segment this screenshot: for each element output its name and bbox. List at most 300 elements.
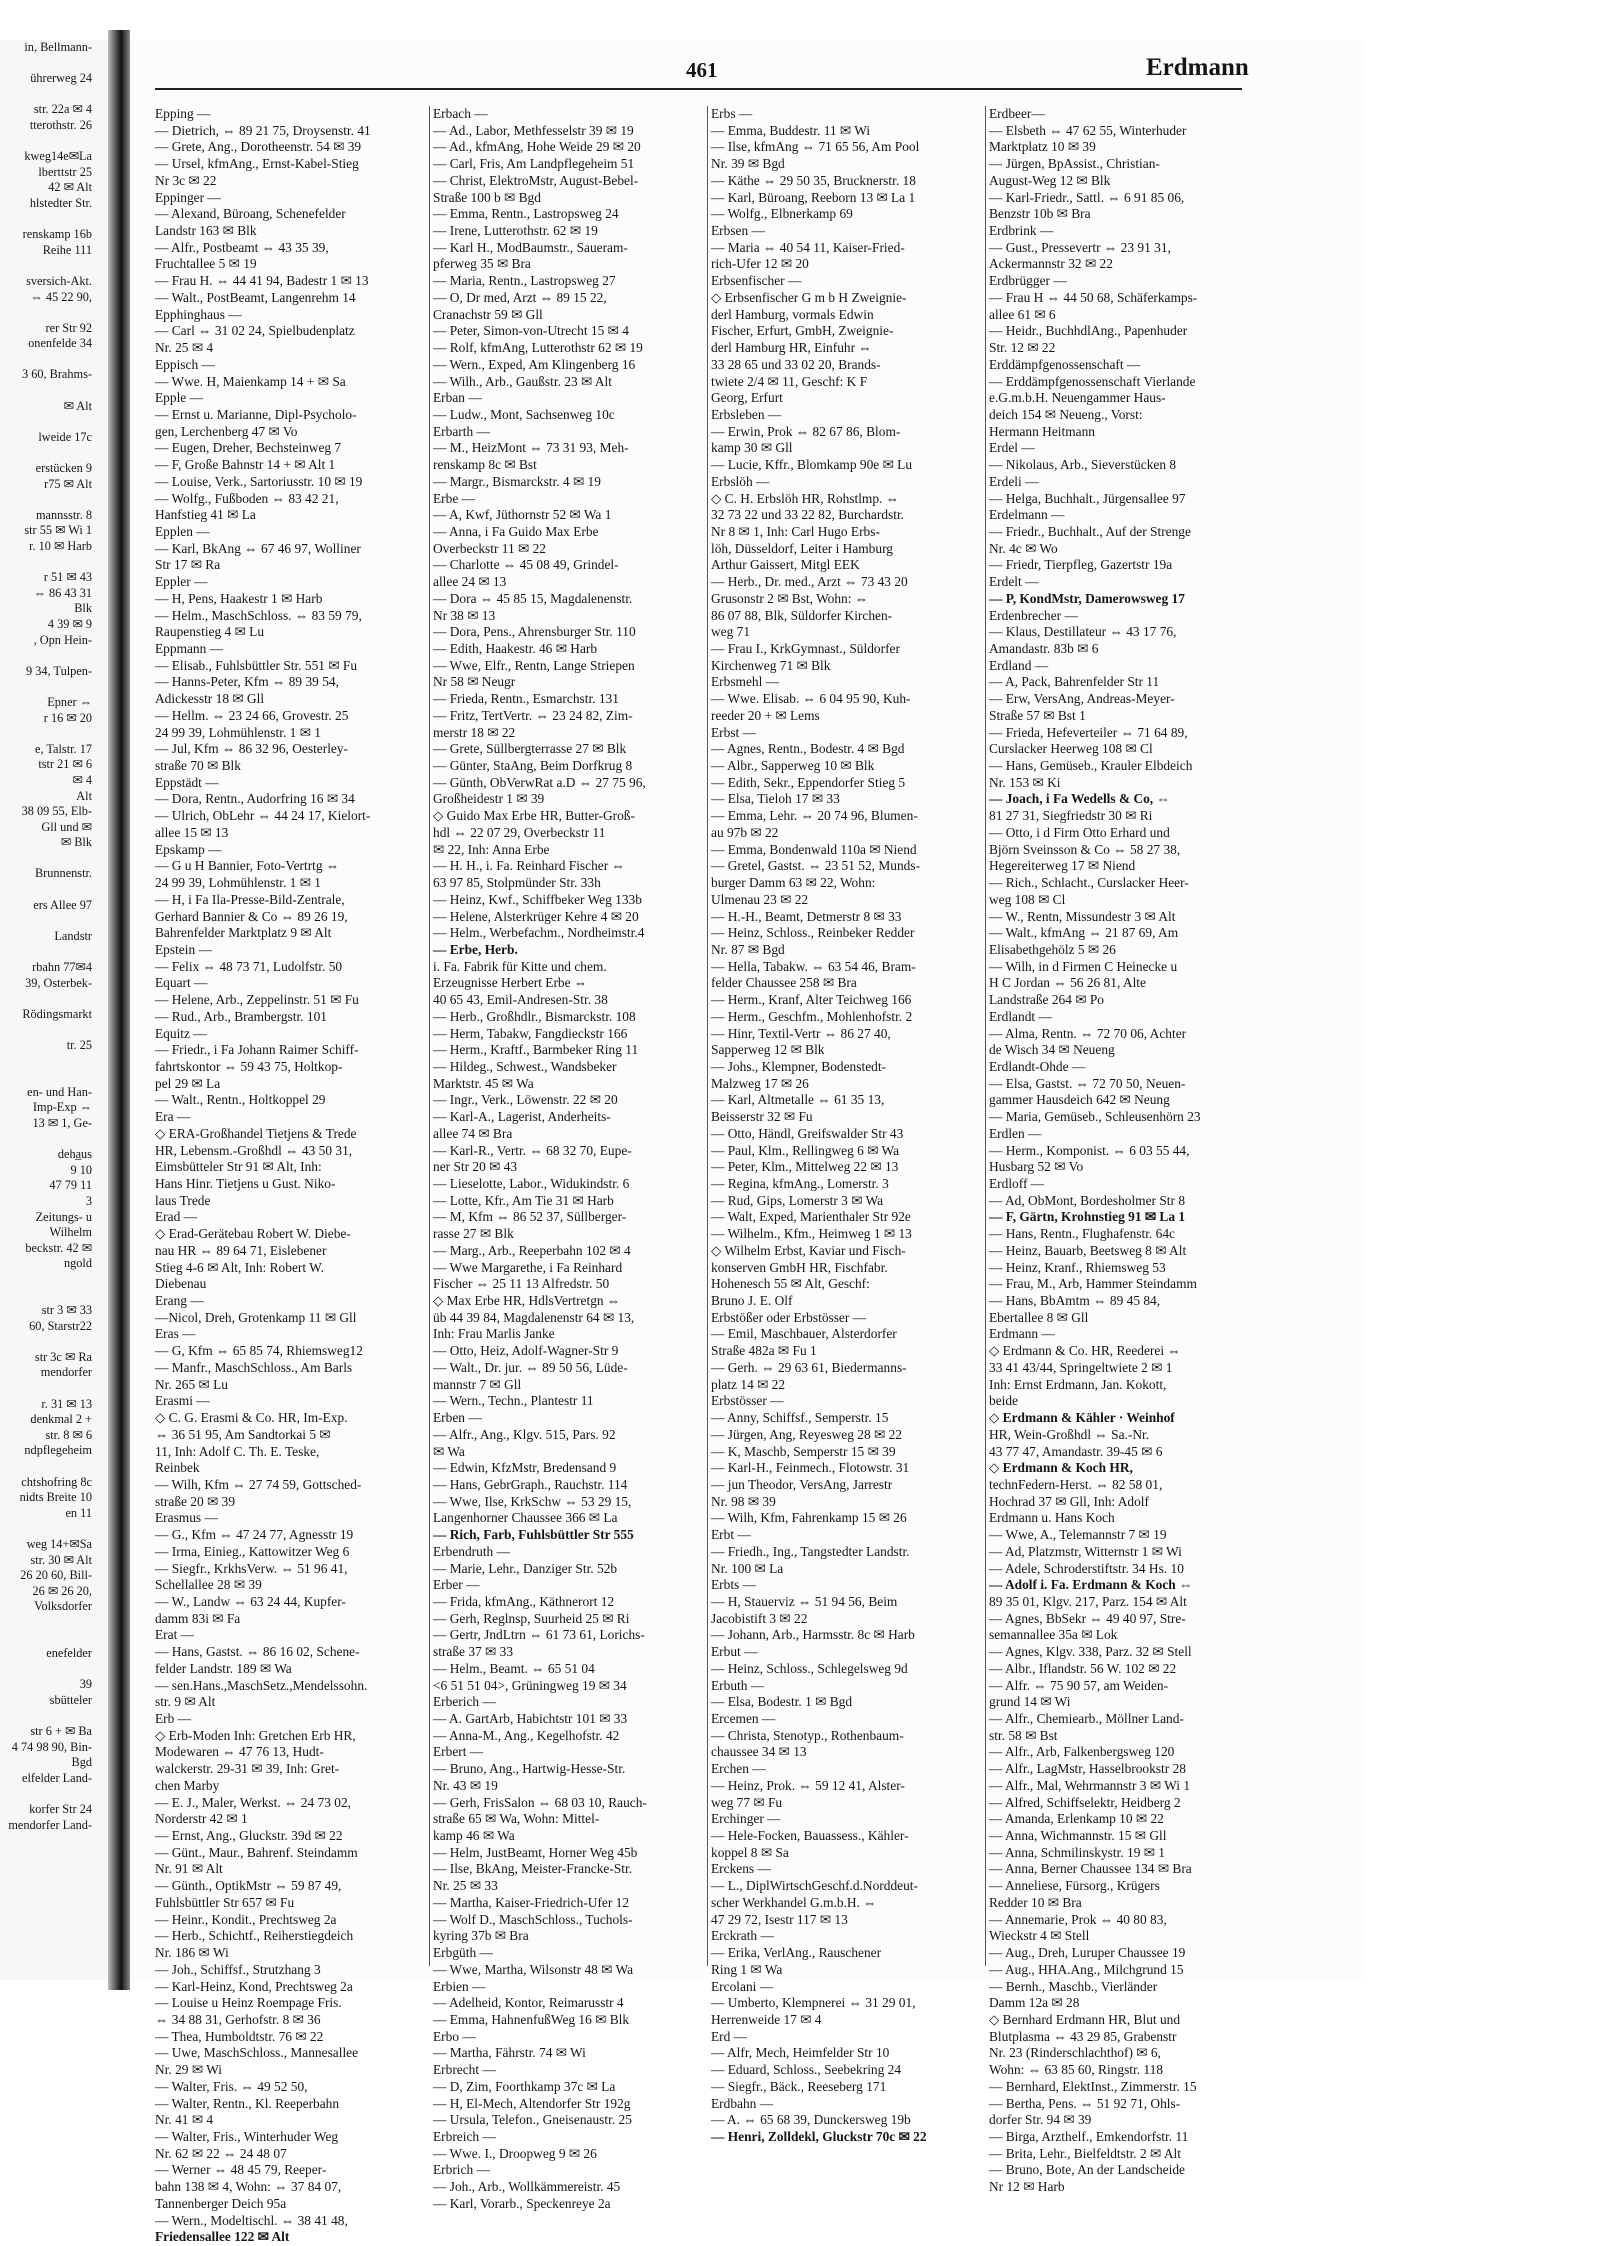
entry-line: Erbsmehl —: [711, 674, 780, 690]
previous-page-fragment: 42 ✉ Alt: [48, 180, 92, 195]
entry-line: — Karl-H., Feinmech., Flotowstr. 31: [711, 1460, 910, 1476]
entry-line: — Alfr., Mal, Wehrmannstr 3 ✉ Wi 1: [989, 1777, 1191, 1793]
entry-line: bahn 138 ✉ 4, Wohn: ⇔ 37 84 07,: [155, 2179, 342, 2195]
entry-line: Hegereiterweg 17 ✉ Niend: [989, 858, 1136, 874]
entry-line: Erbrecht —: [433, 2062, 496, 2078]
entry-line: — Rud, Gips, Lomerstr 3 ✉ Wa: [711, 1192, 884, 1208]
previous-page-fragment: Bgd: [71, 1755, 92, 1770]
entry-line: Erbstößer oder Erbstösser —: [711, 1309, 867, 1325]
previous-page-fragment: ührerweg 24: [30, 71, 92, 86]
previous-page-fragment: ⇔ 86 43 31: [33, 585, 92, 600]
entry-line: Reinbek: [155, 1460, 200, 1476]
entry-line: ✉ Wa: [433, 1443, 465, 1459]
entry-line: — Wwe, Martha, Wilsonstr 48 ✉ Wa: [433, 1961, 634, 1977]
entry-line: — Karl-A., Lagerist, Anderheits-: [433, 1109, 611, 1125]
entry-line: Erchen —: [711, 1761, 766, 1777]
entry-line: Nr. 100 ✉ La: [711, 1560, 784, 1576]
entry-line: — Erwin, Prok ⇔ 82 67 86, Blom-: [711, 423, 901, 439]
entry-line: — Ernst u. Marianne, Dipl-Psycholo-: [155, 406, 357, 422]
entry-line: — Gerh, FrisSalon ⇔ 68 03 10, Rauch-: [433, 1794, 647, 1810]
entry-line: — Karl-Friedr., Sattl. ⇔ 6 91 85 06,: [989, 189, 1185, 205]
column-divider: [707, 106, 708, 1966]
entry-line: — Wern., Exped, Am Klingenberg 16: [433, 356, 636, 372]
previous-page-fragment: e, Talstr. 17: [35, 741, 92, 756]
entry-line: — Maria, Rentn., Lastropsweg 27: [433, 273, 616, 289]
entry-line: Erasmus —: [155, 1510, 218, 1526]
entry-line: — Heinz, Schloss., Schlegelsweg 9d: [711, 1660, 908, 1676]
entry-line: — Henri, Zolldekl, Gluckstr 70c ✉ 22: [711, 2128, 927, 2144]
entry-line: — Herb., Großhdlr., Bismarckstr. 108: [433, 1008, 636, 1024]
entry-line: — Heinz, Kranf., Rhiemsweg 53: [989, 1259, 1166, 1275]
entry-line: — Alfr, Mech, Heimfelder Str 10: [711, 2045, 890, 2061]
entry-line: — Walter, Fris. ⇔ 49 52 50,: [155, 2078, 308, 2094]
entry-line: — Walt, Exped, Marienthaler Str 92e: [711, 1209, 911, 1225]
previous-page-fragment: [0, 56, 108, 72]
previous-page-fragment: Zeitungs- u: [35, 1209, 92, 1224]
entry-line: — G, Kfm ⇔ 65 85 74, Rhiemsweg12: [155, 1343, 363, 1359]
entry-line: Hermann Heitmann: [989, 423, 1095, 439]
entry-line: — Alfr., Postbeamt ⇔ 43 35 39,: [155, 239, 329, 255]
entry-line: — Christ, ElektroMstr, August-Bebel-: [433, 172, 639, 188]
entry-line: — F, Gärtn, Krohnstieg 91 ✉ La 1: [989, 1209, 1186, 1225]
entry-line: — Felix ⇔ 48 73 71, Ludolfstr. 50: [155, 958, 343, 974]
entry-line: Nr. 186 ✉ Wi: [155, 1945, 229, 1961]
previous-page-fragment: [0, 882, 108, 898]
entry-line: Landstr 163 ✉ Blk: [155, 223, 257, 239]
entry-line: Erbendruth —: [433, 1543, 510, 1559]
previous-page-fragment: [0, 1069, 108, 1085]
entry-line: Erdbrügger —: [989, 273, 1067, 289]
entry-line: — Ursel, kfmAng., Ernst-Kabel-Stieg: [155, 156, 359, 172]
previous-page-fragment: [0, 726, 108, 742]
previous-page-fragment: str 55 ✉ Wi 1: [24, 523, 92, 538]
entry-line: H C Jordan ⇔ 56 26 81, Alte: [989, 975, 1146, 991]
previous-page-fragment: [0, 87, 108, 103]
entry-line: — sen.Hans.,MaschSetz.,Mendelssohn.: [155, 1677, 368, 1693]
entry-line: — Regina, kfmAng., Lomerstr. 3: [711, 1176, 889, 1191]
previous-page-fragment: 26 ✉ 26 20,: [32, 1583, 92, 1598]
previous-page-fragment: 39, Osterbek-: [25, 975, 92, 990]
entry-line: Raupenstieg 4 ✉ Lu: [155, 624, 265, 640]
entry-line: — Erbe, Herb.: [433, 941, 518, 957]
entry-line: allee 24 ✉ 13: [433, 574, 507, 590]
entry-line: — H, i Fa Ila-Presse-Bild-Zentrale,: [155, 891, 345, 907]
entry-line: — Gertr, JndLtrn ⇔ 61 73 61, Lorichs-: [433, 1627, 645, 1643]
entry-line: — Ad, ObMont, Bordesholmer Str 8: [989, 1192, 1186, 1208]
entry-line: Erdbeer—: [989, 106, 1045, 121]
entry-line: — Alfr., Ang., Klgv. 515, Pars. 92: [433, 1426, 616, 1442]
entry-line: straße 20 ✉ 39: [155, 1493, 236, 1509]
entry-line: Erdloff —: [989, 1176, 1045, 1191]
entry-line: Erbach —: [433, 106, 488, 121]
entry-line: — Umberto, Klempnerei ⇔ 31 29 01,: [711, 1995, 916, 2011]
entry-line: — O, Dr med, Arzt ⇔ 89 15 22,: [433, 289, 607, 305]
entry-line: — Gerh, Reglnsp, Suurheid 25 ✉ Ri: [433, 1610, 630, 1626]
entry-line: pel 29 ✉ La: [155, 1075, 221, 1091]
entry-line: — Elsbeth ⇔ 47 62 55, Winterhuder: [989, 122, 1187, 138]
entry-line: Eppinger —: [155, 189, 221, 205]
entry-line: — Dietrich, ⇔ 89 21 75, Droysenstr. 41: [155, 122, 371, 138]
entry-line: Erben —: [433, 1410, 482, 1426]
entry-line: — Hella, Tabakw. ⇔ 63 54 46, Bram-: [711, 958, 916, 974]
entry-line: straße 70 ✉ Blk: [155, 758, 241, 774]
entry-line: reeder 20 + ✉ Lems: [711, 707, 820, 723]
entry-line: — F, Große Bahnstr 14 + ✉ Alt 1: [155, 457, 336, 473]
entry-line: — Walter, Fris., Winterhuder Weg: [155, 2128, 339, 2144]
previous-page-fragment: ✉ 4: [72, 772, 92, 787]
entry-line: — Erw, VersAng, Andreas-Meyer-: [989, 691, 1175, 707]
entry-line: — Johs., Klempner, Bodenstedt-: [711, 1058, 887, 1074]
entry-line: — Herm., Komponist. ⇔ 6 03 55 44,: [989, 1142, 1190, 1158]
entry-line: — Anna, Schmilinskystr. 19 ✉ 1: [989, 1844, 1166, 1860]
entry-line: — Alfr., LagMstr, Hasselbrookstr 28: [989, 1761, 1186, 1777]
previous-page-fragment: [0, 1334, 108, 1350]
entry-line: — Joh., Schiffsf., Strutzhang 3: [155, 1961, 321, 1977]
entry-line: Epping —: [155, 106, 211, 121]
previous-page-fragment: 3: [85, 1193, 92, 1208]
entry-line: Damm 12a ✉ 28: [989, 1995, 1080, 2011]
column-4: [989, 106, 1259, 2195]
entry-line: — Ad., kfmAng, Hohe Weide 29 ✉ 20: [433, 139, 641, 155]
entry-line: walckerstr. 29-31 ✉ 39, Inh: Gret-: [155, 1761, 340, 1777]
entry-line: straße 37 ✉ 33: [433, 1644, 514, 1660]
entry-line: — Frau, M., Arb, Hammer Steindamm: [989, 1276, 1197, 1292]
entry-line: Epstein —: [155, 941, 212, 957]
previous-page-fragment: hlstedter Str.: [29, 195, 92, 210]
entry-line: — Ad., Labor, Methfesselstr 39 ✉ 19: [433, 122, 634, 138]
entry-line: — Siegfr., Bäck., Reeseberg 171: [711, 2078, 887, 2094]
previous-page-fragment: ✉ Alt: [63, 398, 92, 413]
previous-page-fragment: ers Allee 97: [33, 897, 92, 912]
previous-page-fragment: rbahn 77✉4: [32, 960, 92, 975]
entry-line: — Wwe. H, Maienkamp 14 + ✉ Sa: [155, 373, 346, 389]
previous-page-fragment: str. 30 ✉ Alt: [30, 1552, 92, 1567]
entry-line: Erckrath —: [711, 1928, 774, 1944]
entry-line: Georg, Erfurt: [711, 390, 783, 406]
entry-line: — Wolfg., Fußboden ⇔ 83 42 21,: [155, 490, 339, 506]
entry-line: chen Marby: [155, 1777, 220, 1793]
entry-line: — Ingr., Verk., Löwenstr. 22 ✉ 20: [433, 1092, 618, 1108]
entry-line: Erbe —: [433, 490, 476, 506]
entry-line: Erdeli —: [989, 473, 1039, 489]
entry-line: laus Trede: [155, 1192, 211, 1208]
entry-line: — Anna-M., Ang., Kegelhofstr. 42: [433, 1727, 620, 1743]
entry-line: — Helene, Arb., Zeppelinstr. 51 ✉ Fu: [155, 992, 359, 1008]
entry-line: Epple —: [155, 390, 203, 406]
entry-line: — Jürgen, Ang, Reyesweg 28 ✉ 22: [711, 1426, 902, 1442]
entry-line: Eppstädt —: [155, 774, 219, 790]
entry-line: üb 44 39 84, Magdalenenstr 64 ✉ 13,: [433, 1309, 635, 1325]
entry-line: Fruchtallee 5 ✉ 19: [155, 256, 257, 272]
entry-line: nau HR ⇔ 89 64 71, Eislebener: [155, 1242, 327, 1258]
entry-line: — Käthe ⇔ 29 50 35, Brucknerstr. 18: [711, 172, 916, 188]
entry-line: Erbsen —: [711, 223, 765, 239]
entry-line: ◇ Erb-Moden Inh: Gretchen Erb HR,: [155, 1727, 356, 1743]
entry-line: — Karl, BkAng ⇔ 67 46 97, Wolliner: [155, 540, 361, 556]
entry-line: — Anna, Wichmannstr. 15 ✉ Gll: [989, 1828, 1167, 1844]
entry-line: — Agnes, Rentn., Bodestr. 4 ✉ Bgd: [711, 741, 905, 757]
entry-line: — Klaus, Destillateur ⇔ 43 17 76,: [989, 624, 1177, 640]
entry-line: Erdmann —: [989, 1326, 1055, 1342]
entry-line: — Hildeg., Schwest., Wandsbeker: [433, 1058, 617, 1074]
entry-line: — A, Kwf, Jüthornstr 52 ✉ Wa 1: [433, 507, 612, 523]
previous-page-fragment: [0, 944, 108, 960]
entry-line: fahrtskontor ⇔ 59 43 75, Holtkop-: [155, 1058, 343, 1074]
entry-line: — Louise u Heinz Roempage Fris.: [155, 1995, 342, 2011]
entry-line: — D, Zim, Foorthkamp 37c ✉ La: [433, 2078, 616, 2094]
entry-line: felder Landstr. 189 ✉ Wa: [155, 1660, 292, 1676]
entry-line: — Bernh., Maschb., Vierländer: [989, 1978, 1158, 1994]
entry-line: — Gretel, Gastst. ⇔ 23 51 52, Munds-: [711, 858, 921, 874]
entry-line: — Charlotte ⇔ 45 08 49, Grindel-: [433, 557, 619, 573]
entry-line: Erdbahn —: [711, 2095, 774, 2111]
entry-line: — Ernst, Ang., Gluckstr. 39d ✉ 22: [155, 1828, 343, 1844]
entry-line: Nr. 25 ✉ 4: [155, 340, 214, 356]
entry-line: — Emma, Buddestr. 11 ✉ Wi: [711, 122, 871, 138]
entry-line: Eppler —: [155, 574, 208, 590]
entry-line: — A. ⇔ 65 68 39, Dunckersweg 19b: [711, 2112, 911, 2128]
previous-page-fragment: , Opn Hein-: [33, 632, 92, 647]
entry-line: Epskamp —: [155, 841, 222, 857]
entry-line: allee 74 ✉ Bra: [433, 1125, 513, 1141]
entry-line: — Herb., Dr. med., Arzt ⇔ 73 43 20: [711, 574, 908, 590]
entry-line: — Maria ⇔ 40 54 11, Kaiser-Fried-: [711, 239, 905, 255]
entry-line: ◇ ERA-Großhandel Tietjens & Trede: [155, 1125, 357, 1141]
column-divider: [985, 106, 986, 1966]
entry-line: de Wisch 34 ✉ Neueng: [989, 1042, 1115, 1058]
entry-line: allee 61 ✉ 6: [989, 306, 1056, 322]
entry-line: — Bruno, Bote, An der Landscheide: [989, 2162, 1185, 2178]
entry-line: Erat —: [155, 1627, 195, 1643]
entry-line: Hans Hinr. Tietjens u Gust. Niko-: [155, 1176, 336, 1191]
entry-line: straße 65 ✉ Wa, Wohn: Mittel-: [433, 1811, 600, 1827]
entry-line: — jun Theodor, VersAng, Jarrestr: [711, 1476, 893, 1492]
entry-line: technFedern-Herst. ⇔ 82 58 01,: [989, 1476, 1163, 1492]
entry-line: — Herb., Schichtf., Reiherstiegdeich: [155, 1928, 354, 1944]
entry-line: Erbsenfischer —: [711, 273, 802, 289]
entry-line: Gerhard Bannier & Co ⇔ 89 26 19,: [155, 908, 348, 924]
previous-page-fragment: Gll und ✉: [41, 819, 92, 834]
entry-line: Nr. 25 ✉ 33: [433, 1878, 498, 1894]
entry-line: 89 35 01, Klgv. 217, Parz. 154 ✉ Alt: [989, 1593, 1187, 1609]
entry-line: — Erddämpfgenossenschaft Vierlande: [989, 373, 1196, 389]
previous-page-fragment: [0, 445, 108, 461]
previous-page-fragment: 9 34, Tulpen-: [26, 663, 92, 678]
entry-line: löh, Düsseldorf, Leiter i Hamburg: [711, 540, 893, 556]
entry-line: — Aug., HHA.Ang., Milchgrund 15: [989, 1961, 1184, 1977]
entry-line: — Friedr, Tierpfleg, Gazertstr 19a: [989, 557, 1173, 573]
entry-line: — Wilhelm., Kfm., Heimweg 1 ✉ 13: [711, 1226, 912, 1242]
book-spine: [108, 30, 130, 1990]
entry-line: ◇ Erbsenfischer G m b H Zweignie-: [711, 289, 907, 305]
previous-page-fragment: str 6 + ✉ Ba: [30, 1724, 92, 1739]
entry-line: 24 99 39, Lohmühlenstr. 1 ✉ 1: [155, 724, 321, 740]
entry-line: — Thea, Humboldtstr. 76 ✉ 22: [155, 2028, 324, 2044]
previous-page-fragment: tr. 25: [66, 1038, 92, 1052]
entry-line: — Christa, Stenotyp., Rothenbaum-: [711, 1727, 904, 1743]
entry-line: — Erika, VerlAng., Rauschener: [711, 1945, 882, 1961]
previous-page-fragment: kweg14e✉La: [24, 149, 92, 164]
entry-line: — Emil, Maschbauer, Alsterdorfer: [711, 1326, 897, 1342]
entry-line: Malzweg 17 ✉ 26: [711, 1075, 809, 1091]
entry-line: — Grete, Süllbergterrasse 27 ✉ Blk: [433, 741, 627, 757]
entry-line: ⇔ 34 88 31, Gerhofstr. 8 ✉ 36: [155, 2011, 321, 2027]
entry-line: HR, Lebensm.-Großhdl ⇔ 43 50 31,: [155, 1142, 353, 1158]
entry-line: Erberich —: [433, 1694, 496, 1710]
previous-page-fragment: mendorfer Land-: [8, 1817, 92, 1832]
entry-line: weg 71: [711, 624, 751, 640]
entry-line: — Eduard, Schloss., Seebekring 24: [711, 2062, 902, 2078]
entry-line: ⇔ 36 51 95, Am Sandtorkai 5 ✉: [155, 1426, 331, 1442]
entry-line: chaussee 34 ✉ 13: [711, 1744, 807, 1760]
entry-line: — Friedh., Ing., Tangstedter Landstr.: [711, 1543, 910, 1559]
entry-line: Nr. 87 ✉ Bgd: [711, 941, 785, 957]
entry-line: Straße 482a ✉ Fu 1: [711, 1343, 817, 1359]
entry-line: — Heinz, Schloss., Reinbeker Redder: [711, 925, 915, 941]
entry-line: Diebenau: [155, 1276, 207, 1292]
entry-line: — Joh., Arb., Wollkämmereistr. 45: [433, 2179, 621, 2195]
previous-page-fragment: rer Str 92: [45, 320, 92, 335]
entry-line: Erbut —: [711, 1644, 758, 1660]
entry-line: — A. GartArb, Habichtstr 101 ✉ 33: [433, 1711, 628, 1726]
entry-line: Erb —: [155, 1711, 192, 1726]
entry-line: — Frida, kfmAng., Käthnerort 12: [433, 1593, 615, 1609]
entry-line: Marktplatz 10 ✉ 39: [989, 139, 1096, 155]
entry-line: — Bernhard, ElektInst., Zimmerstr. 15: [989, 2078, 1197, 2094]
column-3: [711, 106, 981, 2144]
entry-line: Nr. 62 ✉ 22 ⇔ 24 48 07: [155, 2145, 287, 2161]
entry-line: — Elsa, Tieloh 17 ✉ 33: [711, 791, 840, 807]
entry-line: — Walter, Rentn., Kl. Reeperbahn: [155, 2095, 340, 2111]
entry-line: Erzeugnisse Herbert Erbe ⇔: [433, 975, 588, 991]
entry-line: Ulmenau 23 ✉ 22: [711, 891, 809, 907]
entry-line: 11, Inh: Adolf C. Th. E. Teske,: [155, 1443, 320, 1459]
entry-line: damm 83i ✉ Fa: [155, 1610, 241, 1626]
entry-line: — Otto, i d Firm Otto Erhard und: [989, 824, 1170, 840]
previous-page-fragment: 3 60, Brahms-: [21, 367, 92, 382]
entry-line: Blutplasma ⇔ 43 29 85, Grabenstr: [989, 2028, 1177, 2044]
entry-line: Erbreich —: [433, 2128, 496, 2144]
entry-line: felder Chaussee 258 ✉ Bra: [711, 975, 857, 991]
previous-page-fragment: lberttstr 25: [38, 164, 92, 179]
entry-line: Schellallee 28 ✉ 39: [155, 1577, 262, 1593]
entry-line: — Herm., Geschfm., Mohlenhofstr. 2: [711, 1008, 913, 1024]
entry-line: rich-Ufer 12 ✉ 20: [711, 256, 809, 272]
entry-line: Erdel —: [989, 440, 1035, 456]
previous-page-fragment: 4 39 ✉ 9: [47, 616, 92, 631]
entry-line: Hohenesch 55 ✉ Alt, Geschf:: [711, 1276, 870, 1292]
entry-line: — Frau I., KrkGymnast., Süldorfer: [711, 641, 900, 656]
previous-page-fragment: weg 14+✉Sa: [26, 1537, 92, 1551]
entry-line: — Paul, Klm., Rellingweg 6 ✉ Wa: [711, 1142, 900, 1158]
entry-line: deich 154 ✉ Neueng., Vorst:: [989, 406, 1143, 422]
entry-line: — Wwe, Elfr., Rentn, Lange Striepen: [433, 657, 635, 673]
previous-page-fragment: Wilhelm: [49, 1225, 92, 1240]
entry-line: — Hans, Gastst. ⇔ 86 16 02, Schene-: [155, 1644, 360, 1660]
entry-line: — Dora ⇔ 45 85 15, Magdalenenstr.: [433, 590, 633, 606]
entry-line: Jacobistift 3 ✉ 22: [711, 1610, 808, 1626]
entry-line: Bahrenfelder Marktplatz 9 ✉ Alt: [155, 925, 332, 941]
entry-line: — Emma, Bondenwald 110a ✉ Niend: [711, 841, 917, 857]
entry-line: platz 14 ✉ 22: [711, 1376, 786, 1392]
previous-page-fragment: sversich-Akt.: [26, 273, 92, 288]
entry-line: Nr 3c ✉ 22: [155, 172, 217, 188]
entry-line: Erbst —: [711, 724, 757, 740]
entry-line: — Martha, Fährstr. 74 ✉ Wi: [433, 2045, 586, 2061]
entry-line: Fischer ⇔ 25 11 13 Alfredstr. 50: [433, 1276, 610, 1292]
entry-line: Erdbrink —: [989, 223, 1054, 239]
entry-line: renskamp 8c ✉ Bst: [433, 457, 537, 473]
entry-line: merstr 18 ✉ 22: [433, 724, 516, 740]
entry-line: — Rich., Schlacht., Curslacker Heer-: [989, 875, 1189, 891]
entry-line: — Ilse, BkAng, Meister-Francke-Str.: [433, 1861, 633, 1877]
entry-line: Ebertallee 8 ✉ Gll: [989, 1309, 1089, 1325]
entry-line: Nr 12 ✉ Harb: [989, 2179, 1065, 2195]
entry-line: Benzstr 10b ✉ Bra: [989, 206, 1091, 222]
entry-line: Eimsbütteler Str 91 ✉ Alt, Inh:: [155, 1159, 322, 1175]
previous-page-fragment: Volksdorfer: [34, 1599, 92, 1614]
entry-line: kamp 30 ✉ Gll: [711, 440, 793, 456]
entry-line: — H.-H., Beamt, Detmerstr 8 ✉ 33: [711, 908, 902, 924]
entry-line: — Hellm. ⇔ 23 24 66, Grovestr. 25: [155, 707, 349, 723]
entry-line: — Amanda, Erlenkamp 10 ✉ 22: [989, 1811, 1164, 1827]
entry-line: — Heidr., BuchhdlAng., Papenhuder: [989, 323, 1188, 339]
entry-line: — Bertha, Pens. ⇔ 51 92 71, Ohls-: [989, 2095, 1181, 2111]
previous-page-fragment: [0, 991, 108, 1007]
previous-page-fragment: deha̲us: [57, 1147, 92, 1162]
entry-line: — Helene, Alsterkrüger Kehre 4 ✉ 20: [433, 908, 639, 924]
entry-line: Erdlandt-Ohde —: [989, 1058, 1086, 1074]
column-2: [433, 106, 703, 2211]
entry-line: — Rich, Farb, Fuhlsbüttler Str 555: [433, 1527, 634, 1543]
entry-line: Erdelmann —: [989, 507, 1065, 523]
entry-line: 63 97 85, Stolpmünder Str. 33h: [433, 875, 601, 891]
previous-page-fragment: [0, 492, 108, 508]
entry-line: — Günt., Maur., Bahrenf. Steindamm: [155, 1844, 358, 1860]
entry-line: Erdlen —: [989, 1125, 1042, 1141]
entry-line: Eppisch —: [155, 356, 215, 372]
entry-line: rasse 27 ✉ Blk: [433, 1226, 514, 1242]
entry-line: Erbo —: [433, 2028, 476, 2044]
entry-line: — Siegfr., KrkhsVerw. ⇔ 51 96 41,: [155, 1560, 348, 1576]
entry-line: — Hans, Rentn., Flughafenstr. 64c: [989, 1226, 1175, 1242]
entry-line: Amandastr. 83b ✉ 6: [989, 641, 1099, 656]
entry-line: — Nikolaus, Arb., Sieverstücken 8: [989, 457, 1177, 473]
entry-line: — Ilse, kfmAng ⇔ 71 65 56, Am Pool: [711, 139, 920, 155]
previous-page-fragment: tterothstr. 26: [29, 117, 92, 132]
entry-line: Bruno J. E. Olf: [711, 1293, 793, 1309]
entry-line: — Peter, Klm., Mittelweg 22 ✉ 13: [711, 1159, 899, 1175]
entry-line: — Birga, Arzthelf., Emkendorfstr. 11: [989, 2128, 1189, 2144]
entry-line: — Friedr., i Fa Johann Raimer Schiff-: [155, 1042, 359, 1058]
previous-page-fragment: elfelder Land-: [22, 1770, 92, 1785]
entry-line: — Irma, Einieg., Kattowitzer Weg 6: [155, 1543, 350, 1559]
entry-line: Hochrad 37 ✉ Gll, Inh: Adolf: [989, 1493, 1149, 1509]
entry-line: Großheidestr 1 ✉ 39: [433, 791, 545, 807]
previous-page-fragment: onenfelde 34: [28, 336, 92, 351]
entry-line: Nr. 265 ✉ Lu: [155, 1376, 228, 1392]
entry-line: — Irene, Lutterothstr. 62 ✉ 19: [433, 223, 598, 239]
entry-line: gen, Lerchenberg 47 ✉ Vo: [155, 423, 298, 439]
entry-line: — Agnes, BbSekr ⇔ 49 40 97, Stre-: [989, 1610, 1186, 1626]
entry-line: Inh: Ernst Erdmann, Jan. Kokott,: [989, 1376, 1167, 1392]
entry-line: Nr 58 ✉ Neugr: [433, 674, 516, 690]
entry-line: — Heinz, Bauarb, Beetsweg 8 ✉ Alt: [989, 1242, 1187, 1258]
previous-page-fragment: [0, 352, 108, 368]
previous-page-fragment: [0, 383, 108, 399]
entry-line: — A, Pack, Bahrenfelder Str 11: [989, 674, 1160, 690]
entry-line: — Walt., Dr. jur. ⇔ 89 50 56, Lüde-: [433, 1359, 628, 1375]
